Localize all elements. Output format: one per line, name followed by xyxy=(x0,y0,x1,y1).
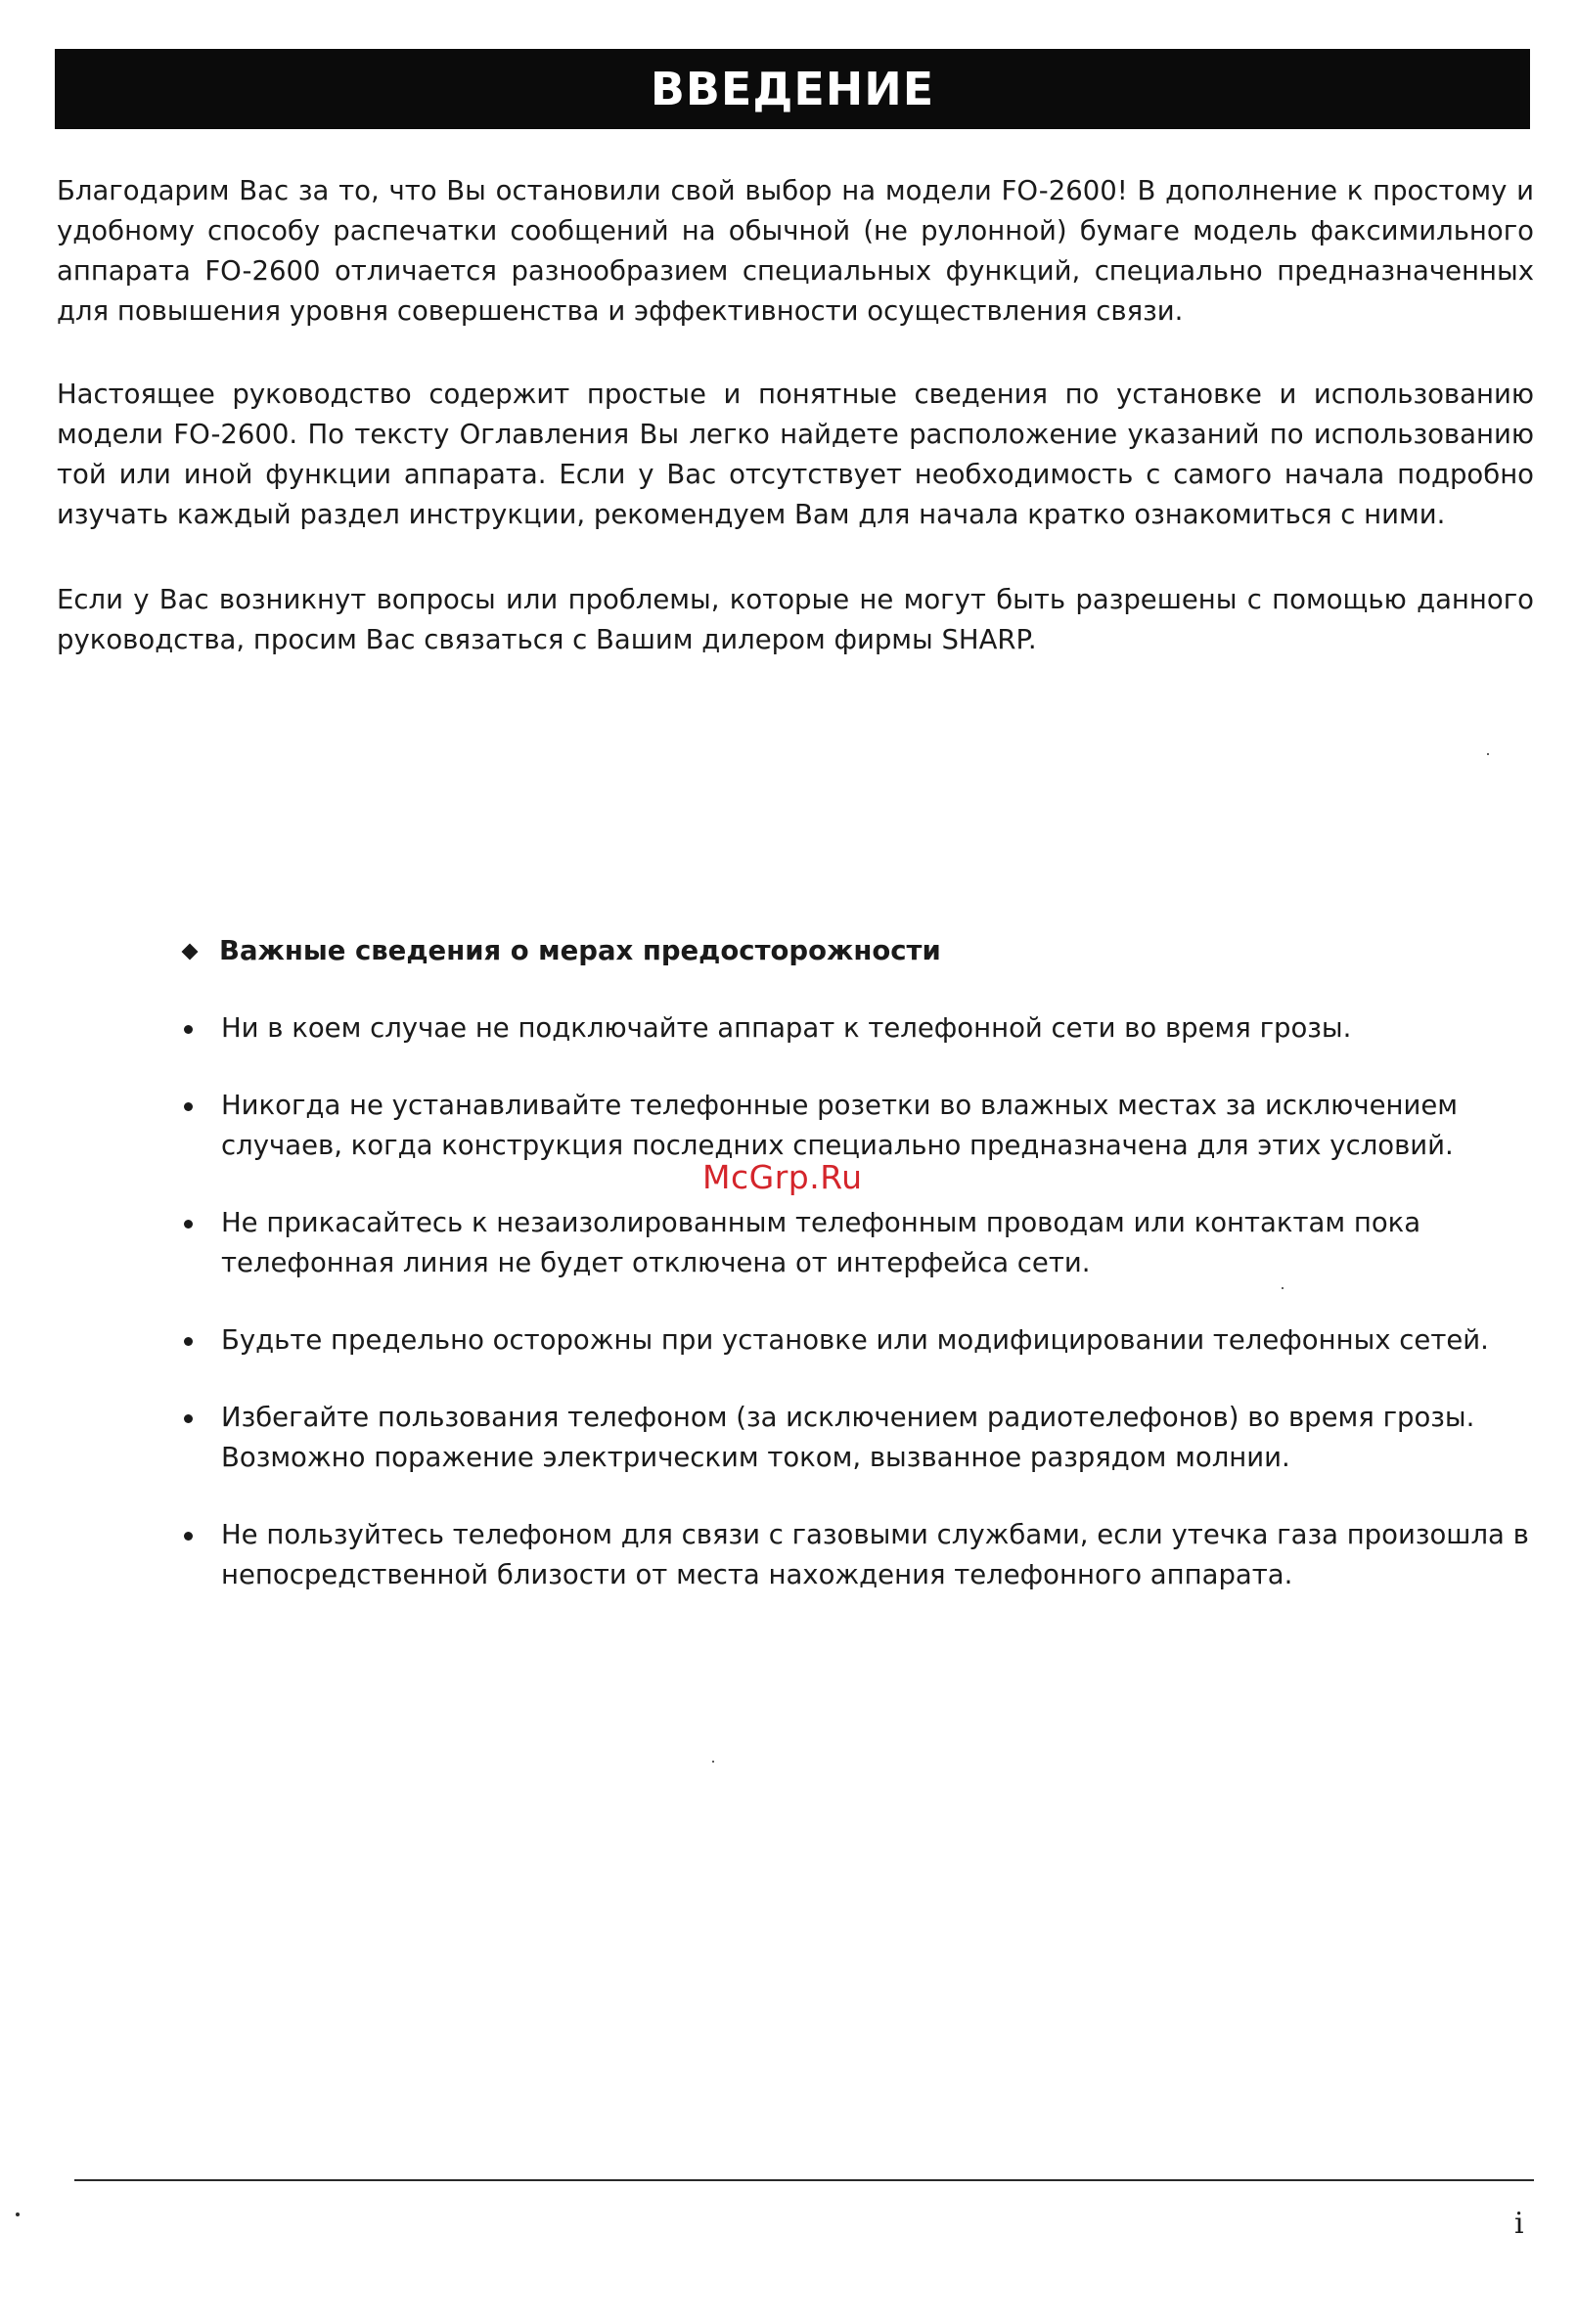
watermark: McGrp.Ru xyxy=(702,1158,863,1196)
safety-item xyxy=(182,1398,1534,1478)
safety-item-text: Будьте предельно осторожны при установке или модифицировании телефонных сетей. xyxy=(221,1324,1489,1356)
bullet-icon xyxy=(184,1025,193,1034)
safety-list xyxy=(182,1008,1534,1595)
safety-item xyxy=(182,1515,1534,1595)
intro-paragraph-2: Настоящее руководство содержит простые и понятные сведения по установке и использованию модели FO-2600. По тексту Оглавления Вы легко найдете расположение указаний по использованию той или иной функции аппарата. Если у Вас отсутствует необходимость с самого начала подробно изучать каждый раздел инструкции, рекомендуем Вам для начала кратко ознакомиться с ними. xyxy=(57,379,1534,530)
diamond-bullet-icon xyxy=(182,943,199,960)
scan-speck xyxy=(1282,1287,1284,1289)
intro-paragraph-3: Если у Вас возникнут вопросы или проблемы, которые не могут быть разрешены с помощью данного руководства, просим Вас связаться с Вашим дилером фирмы SHARP. xyxy=(57,584,1534,655)
bullet-icon xyxy=(184,1102,193,1111)
page-number: i xyxy=(1514,2207,1524,2241)
safety-heading xyxy=(182,931,1534,971)
safety-item-text: Не пользуйтесь телефоном для связи с газовыми службами, если утечка газа произошла в непосредственной близости от места нахождения телефонного аппарата. xyxy=(221,1519,1529,1590)
safety-item-text: Не прикасайтесь к незаизолированным телефонным проводам или контактам пока телефонная линия не будет отключена от интерфейса сети. xyxy=(221,1207,1421,1278)
safety-item xyxy=(182,1203,1534,1283)
scan-speck xyxy=(1487,753,1489,755)
safety-item-text: Никогда не устанавливайте телефонные розетки во влажных местах за исключением случаев, когда конструкция последних специально предназначена для этих условий. xyxy=(221,1090,1459,1161)
bullet-icon xyxy=(184,1337,193,1346)
safety-heading-text: Важные сведения о мерах предосторожности xyxy=(219,935,941,966)
scan-speck xyxy=(16,2212,20,2216)
scan-speck xyxy=(712,1761,714,1763)
safety-section xyxy=(182,931,1534,1632)
safety-item-text: Ни в коем случае не подключайте аппарат к телефонной сети во время грозы. xyxy=(221,1012,1352,1044)
safety-item xyxy=(182,1086,1534,1166)
intro-paragraph-1: Благодарим Вас за то, что Вы остановили свой выбор на модели FO-2600! В дополнение к простому и удобному способу распечатки сообщений на обычной (не рулонной) бумаге модель факсимильного аппарата FO-2600 отличается разнообразием специальных функций, специально предназначенных для повышения уровня совершенства и эффективности осуществления связи. xyxy=(57,175,1534,327)
safety-item-text: Избегайте пользования телефоном (за исключением радиотелефонов) во время грозы. Возможно поражение электрическим током, вызванное разрядом молнии. xyxy=(221,1402,1475,1473)
page-title: ВВЕДЕНИЕ xyxy=(650,63,935,115)
bullet-icon xyxy=(184,1414,193,1423)
safety-item xyxy=(182,1008,1534,1049)
bullet-icon xyxy=(184,1220,193,1229)
footer-divider xyxy=(74,2179,1534,2181)
bullet-icon xyxy=(184,1532,193,1541)
title-bar xyxy=(55,49,1530,129)
safety-item xyxy=(182,1320,1534,1361)
